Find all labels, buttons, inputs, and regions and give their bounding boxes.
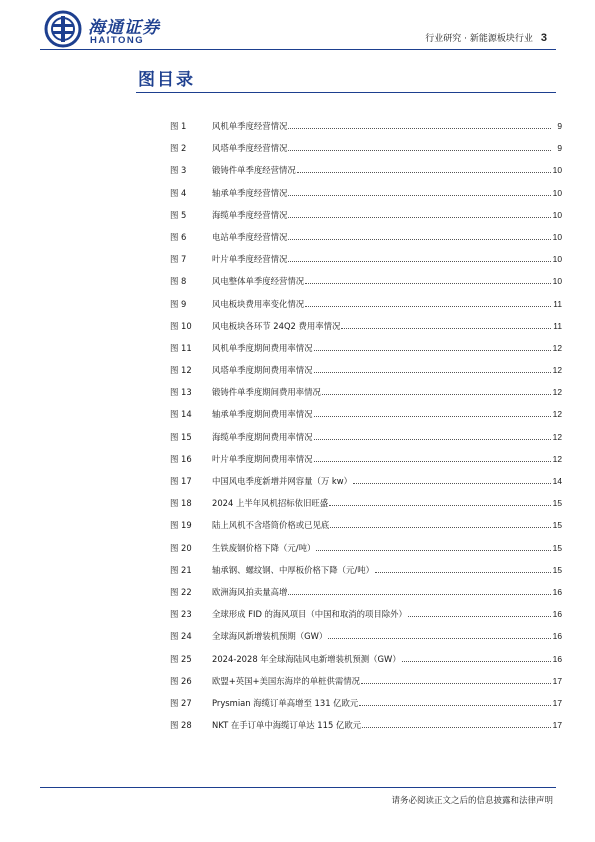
- toc-entry-page: 9: [557, 121, 562, 131]
- toc-entry[interactable]: [170, 719, 562, 741]
- toc-entry-title: 风机单季度经营情况: [212, 121, 288, 131]
- toc-dot-leader: [402, 661, 551, 662]
- toc-entry-page: 16: [552, 609, 562, 620]
- toc-entry-title: 2024-2028 年全球海陆风电新增装机预测（GW）: [212, 653, 401, 664]
- toc-entry-title: 欧洲海风拍卖量高增: [212, 586, 288, 597]
- toc-entry-page: 16: [552, 631, 562, 642]
- toc-dot-leader: [362, 727, 551, 728]
- toc-entry[interactable]: [170, 320, 562, 342]
- toc-entry-page: 9: [557, 143, 562, 154]
- toc-entry-title: 风电整体单季度经营情况: [212, 276, 305, 287]
- toc-entry[interactable]: [170, 542, 562, 564]
- toc-entry[interactable]: [170, 275, 562, 297]
- toc-entry[interactable]: [170, 564, 562, 586]
- page-number: 3: [540, 32, 547, 44]
- toc-entry-title: Prysmian 海缆订单高增至 131 亿欧元: [212, 697, 359, 708]
- toc-entry-title: 风塔单季度期间费用率情况: [212, 365, 313, 376]
- toc-entry-number: 图 17: [170, 476, 192, 486]
- toc-entry-number: 图 18: [170, 498, 192, 509]
- toc-entry-page: 12: [552, 387, 562, 398]
- logo-chinese-name: 海通证券: [88, 18, 160, 38]
- toc-dot-leader: [288, 594, 551, 595]
- toc-entry-number: 图 5: [170, 209, 187, 220]
- toc-dot-leader: [328, 638, 551, 639]
- toc-entry-page: 16: [552, 586, 562, 597]
- toc-entry[interactable]: [170, 253, 562, 275]
- toc-entry-title: 2024 上半年风机招标依旧旺盛: [212, 498, 329, 509]
- toc-entry-page: 17: [552, 720, 562, 731]
- toc-dot-leader: [305, 306, 551, 307]
- company-logo: [44, 10, 184, 50]
- toc-entry-number: 图 6: [170, 231, 187, 242]
- toc-entry-number: 图 14: [170, 409, 192, 420]
- toc-entry-page: 15: [552, 542, 562, 553]
- footer-divider: [40, 787, 556, 788]
- toc-dot-leader: [288, 239, 551, 240]
- toc-entry-title: 风电板块费用率变化情况: [212, 298, 305, 309]
- toc-entry-page: 12: [552, 431, 562, 442]
- toc-entry-title: 锻铸件单季度期间费用率情况: [212, 387, 321, 398]
- toc-entry[interactable]: [170, 519, 562, 541]
- toc-entry-title: 风机单季度期间费用率情况: [212, 342, 313, 353]
- toc-entry-number: 图 7: [170, 254, 187, 265]
- toc-entry-number: 图 26: [170, 675, 192, 686]
- toc-dot-leader: [314, 372, 552, 373]
- toc-dot-leader: [359, 705, 551, 706]
- toc-entry[interactable]: [170, 630, 562, 652]
- toc-entry-title: 叶片单季度经营情况: [212, 254, 288, 265]
- toc-entry-page: 10: [552, 165, 562, 176]
- header-divider: [40, 49, 556, 50]
- toc-entry-title: NKT 在手订单中海缆订单达 115 亿欧元: [212, 720, 362, 731]
- toc-entry-page: 11: [553, 298, 562, 309]
- toc-entry[interactable]: [170, 653, 562, 675]
- toc-entry-page: 10: [552, 209, 562, 220]
- toc-entry[interactable]: [170, 697, 562, 719]
- report-category: 行业研究 · 新能源板块行业: [425, 34, 533, 44]
- toc-entry[interactable]: [170, 497, 562, 519]
- toc-entry[interactable]: [170, 608, 562, 630]
- toc-entry-number: 图 27: [170, 697, 192, 708]
- toc-entry-page: 16: [552, 653, 562, 664]
- toc-dot-leader: [288, 150, 551, 151]
- toc-entry[interactable]: [170, 209, 562, 231]
- toc-entry-number: 图 21: [170, 564, 192, 575]
- toc-entry-page: 12: [552, 342, 562, 353]
- toc-entry-number: 图 4: [170, 187, 187, 198]
- toc-dot-leader: [322, 394, 551, 395]
- toc-entry-number: 图 9: [170, 298, 187, 309]
- toc-dot-leader: [288, 128, 551, 129]
- toc-entry-number: 图 11: [170, 342, 192, 353]
- toc-entry[interactable]: [170, 364, 562, 386]
- footer-disclaimer: 请务必阅读正文之后的信息披露和法律声明: [391, 796, 553, 806]
- toc-entry-title: 轴承钢、螺纹钢、中厚板价格下降（元/吨）: [212, 564, 374, 575]
- toc-entry-page: 10: [552, 276, 562, 287]
- toc-dot-leader: [305, 283, 551, 284]
- toc-entry-title: 海缆单季度经营情况: [212, 209, 288, 220]
- toc-dot-leader: [408, 616, 551, 617]
- toc-entry-title: 电站单季度经营情况: [212, 231, 288, 242]
- toc-entry-title: 陆上风机不含塔筒价格或已见底: [212, 520, 330, 531]
- figure-toc-list: [170, 120, 562, 741]
- toc-title-underline: [136, 92, 556, 93]
- toc-dot-leader: [288, 195, 551, 196]
- toc-entry[interactable]: [170, 231, 562, 253]
- toc-entry-page: 15: [552, 564, 562, 575]
- toc-dot-leader: [297, 172, 551, 173]
- toc-entry-number: 图 12: [170, 365, 192, 376]
- toc-entry-number: 图 10: [170, 320, 192, 331]
- toc-entry-title: 生铁废钢价格下降（元/吨）: [212, 542, 316, 553]
- toc-dot-leader: [314, 439, 552, 440]
- toc-entry-number: 图 19: [170, 520, 192, 531]
- toc-entry-number: 图 3: [170, 165, 187, 176]
- toc-entry-number: 图 23: [170, 609, 192, 620]
- toc-entry-page: 12: [552, 409, 562, 420]
- toc-entry[interactable]: [170, 164, 562, 186]
- toc-entry-number: 图 16: [170, 453, 192, 464]
- toc-dot-leader: [329, 505, 551, 506]
- toc-dot-leader: [314, 416, 552, 417]
- toc-dot-leader: [316, 550, 551, 551]
- toc-entry-number: 图 13: [170, 387, 192, 398]
- toc-dot-leader: [288, 261, 551, 262]
- toc-entry-title: 海缆单季度期间费用率情况: [212, 431, 313, 442]
- toc-dot-leader: [375, 572, 551, 573]
- toc-dot-leader: [330, 527, 551, 528]
- toc-entry-number: 图 22: [170, 586, 192, 597]
- toc-entry-number: 图 2: [170, 143, 187, 154]
- toc-entry[interactable]: [170, 298, 562, 320]
- toc-entry[interactable]: [170, 120, 562, 142]
- toc-entry-number: 图 24: [170, 631, 192, 642]
- logo-english-name: HAITONG: [90, 35, 145, 46]
- toc-entry[interactable]: [170, 187, 562, 209]
- toc-title: 图目录: [138, 70, 195, 90]
- header-meta: [425, 31, 547, 44]
- toc-dot-leader: [314, 461, 552, 462]
- toc-entry-page: 12: [552, 453, 562, 464]
- toc-entry-title: 风电板块各环节 24Q2 费用率情况: [212, 320, 341, 331]
- toc-entry-title: 全球形成 FID 的海风项目（中国和取消的项目除外）: [212, 609, 407, 620]
- toc-entry-number: 图 28: [170, 720, 192, 731]
- toc-entry-title: 风塔单季度经营情况: [212, 143, 288, 154]
- toc-entry[interactable]: [170, 142, 562, 164]
- toc-entry[interactable]: [170, 431, 562, 453]
- toc-entry-page: 10: [552, 187, 562, 198]
- toc-entry[interactable]: [170, 408, 562, 430]
- toc-entry[interactable]: [170, 453, 562, 475]
- toc-dot-leader: [353, 483, 551, 484]
- toc-entry-title: 欧盟+英国+美国东海岸的单桩供需情况: [212, 675, 361, 686]
- toc-entry-number: 图 20: [170, 542, 192, 553]
- toc-entry-page: 11: [553, 320, 562, 331]
- toc-entry[interactable]: [170, 475, 562, 497]
- toc-entry-title: 叶片单季度期间费用率情况: [212, 453, 313, 464]
- toc-entry-title: 轴承单季度经营情况: [212, 187, 288, 198]
- toc-entry-page: 17: [552, 675, 562, 686]
- toc-entry[interactable]: [170, 675, 562, 697]
- toc-entry-page: 10: [552, 231, 562, 242]
- toc-entry[interactable]: [170, 386, 562, 408]
- toc-entry-page: 12: [552, 365, 562, 376]
- toc-entry-title: 轴承单季度期间费用率情况: [212, 409, 313, 420]
- toc-entry-title: 锻铸件单季度经营情况: [212, 165, 296, 176]
- toc-entry-title: 中国风电季度新增并网容量（万 kw）: [212, 476, 352, 486]
- toc-entry[interactable]: [170, 342, 562, 364]
- page-header: [0, 0, 595, 62]
- toc-entry-page: 14: [552, 476, 562, 486]
- toc-entry[interactable]: [170, 586, 562, 608]
- toc-entry-page: 15: [552, 520, 562, 531]
- toc-dot-leader: [288, 217, 551, 218]
- toc-entry-number: 图 8: [170, 276, 187, 287]
- toc-dot-leader: [341, 328, 551, 329]
- haitong-logo-icon: [44, 10, 82, 48]
- toc-entry-number: 图 25: [170, 653, 192, 664]
- toc-entry-number: 图 15: [170, 431, 192, 442]
- toc-entry-page: 10: [552, 254, 562, 265]
- toc-entry-number: 图 1: [170, 121, 187, 131]
- toc-dot-leader: [361, 683, 551, 684]
- toc-entry-title: 全球海风新增装机预期（GW）: [212, 631, 328, 642]
- toc-entry-page: 17: [552, 697, 562, 708]
- toc-dot-leader: [314, 350, 552, 351]
- toc-entry-page: 15: [552, 498, 562, 509]
